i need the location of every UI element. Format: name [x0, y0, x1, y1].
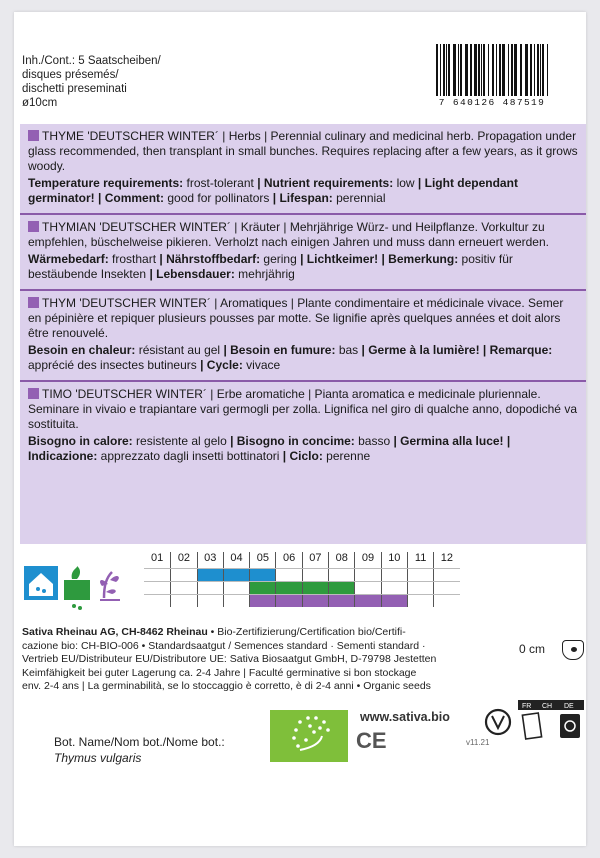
calendar-cell: [197, 569, 223, 581]
calendar-cell: [170, 595, 196, 607]
field-label: | Germina alla luce! | Indicazione:: [28, 434, 511, 463]
company-name: Sativa Rheinau AG, CH-8462 Rheinau: [22, 626, 208, 638]
barcode-bar: [520, 44, 522, 96]
calendar-cell: [144, 569, 170, 581]
calendar-cell: [407, 582, 433, 594]
company-line: env. 2-4 ans | La germinabilità, se lo stoccaggio è corretto, è di 2-4 anni • Organic seeds: [22, 680, 431, 692]
eu-star: [304, 738, 308, 742]
calendar-cell: [433, 582, 459, 594]
botanical-name: Thymus vulgaris: [54, 751, 142, 765]
cultivation-icons: [22, 564, 142, 620]
contents-line: dischetti preseminati: [22, 83, 127, 95]
description-panel: [20, 124, 586, 544]
calendar-row-planting-out: [144, 581, 460, 594]
eu-star: [322, 720, 326, 724]
seed-depth-icon: [562, 640, 584, 660]
contents-line: disques présemés/: [22, 69, 119, 81]
greenhouse-sowing-icon: [24, 566, 58, 600]
calendar-cell: [275, 569, 301, 581]
field-value: resistente al gelo: [132, 434, 231, 448]
calendar-months: [144, 552, 460, 568]
calendar-cell: [144, 595, 170, 607]
calendar-cell: [302, 582, 328, 594]
eu-star: [306, 716, 310, 720]
eu-star: [326, 728, 330, 732]
field-label: | Lifespan:: [272, 191, 333, 205]
field-label: | Bisogno in concime:: [230, 434, 355, 448]
eu-star: [292, 736, 296, 740]
calendar-month-label: 12: [433, 552, 459, 568]
calendar-cell: [275, 595, 301, 607]
field-label: | Nährstoffbedarf:: [159, 252, 261, 266]
section-intro: THYM 'DEUTSCHER WINTER´ | Aromatiques | Plante condimentaire et médicinale vivace. Semer en pépinière et repiquer plusieurs pousses par motte. Se lignifie après quelques années et doit alors être renouvelé.: [28, 296, 564, 340]
harvest-plant-icon: [100, 572, 120, 600]
field-label: Besoin en chaleur:: [28, 343, 136, 357]
company-line: cazione bio: CH-BIO-006 • Standardsaatgut / Semences standard · Sementi standard ·: [22, 639, 426, 652]
company-line: [22, 626, 582, 640]
website-link[interactable]: www.sativa.bio: [360, 710, 450, 724]
calendar-cell: [407, 569, 433, 581]
calendar-month-label: 10: [381, 552, 407, 568]
certification-text: • Bio-Zertifizierung/Certification bio/Certifi-: [207, 626, 406, 638]
field-value: frost-tolerant: [183, 176, 258, 190]
calendar-cell: [144, 582, 170, 594]
eu-star: [298, 720, 302, 724]
field-label: | Ciclo:: [282, 449, 323, 463]
purple-square-icon: [28, 297, 39, 308]
barcode-bar: [530, 44, 532, 96]
barcode-bar: [492, 44, 494, 96]
calendar-month-label: 05: [249, 552, 275, 568]
calendar-cell: [302, 595, 328, 607]
recycle-label-fr: FR: [522, 703, 532, 710]
field-label: Bisogno in calore:: [28, 434, 133, 448]
seed-packet-back: [14, 12, 586, 846]
field-value: bas: [335, 343, 362, 357]
purple-square-icon: [28, 388, 39, 399]
barcode-bar: [540, 44, 541, 96]
field-label: | Germe à la lumière! | Remarque:: [361, 343, 553, 357]
calendar-cell: [354, 569, 380, 581]
barcode-bar: [453, 44, 456, 96]
calendar-month-label: 01: [151, 552, 164, 564]
barcode: [432, 44, 552, 108]
field-value: basso: [354, 434, 394, 448]
calendar-cell: [433, 595, 459, 607]
barcode-bar: [525, 44, 528, 96]
calendar-cell: [249, 595, 275, 607]
purple-square-icon: [28, 130, 39, 141]
calendar-month-label: 04: [223, 552, 249, 568]
barcode-bar: [481, 44, 482, 96]
eu-leaf-stars-icon: [270, 710, 348, 762]
calendar-cell: [170, 569, 196, 581]
calendar-cell: [223, 582, 249, 594]
field-label: | Besoin en fumure:: [223, 343, 336, 357]
calendar-cell: [381, 582, 407, 594]
contents-info: [22, 54, 222, 110]
barcode-bar: [488, 44, 489, 96]
field-value: gering: [260, 252, 301, 266]
field-value: low: [393, 176, 418, 190]
calendar-month-label: 03: [197, 552, 223, 568]
section-intro: TIMO 'DEUTSCHER WINTER´ | Erbe aromatiche | Pianta aromatica e medicinale pluriennale. Seminare in vivaio e trapiantare vari germogli per zolla. Lignifica nel giro di qualche anno, dopodiché va sostituita.: [28, 387, 577, 431]
recycle-arrows-icon: [486, 710, 510, 734]
ce-mark: CE: [356, 728, 387, 753]
barcode-bar: [496, 44, 497, 96]
calendar-grid: [144, 568, 460, 607]
calendar-cell: [328, 569, 354, 581]
barcode-bar: [436, 44, 438, 96]
calendar-month-label: 06: [275, 552, 301, 568]
barcode-bar: [465, 44, 468, 96]
section-german: [20, 215, 586, 291]
barcode-bar: [440, 44, 441, 96]
barcode-bar: [499, 44, 501, 96]
calendar-cell: [197, 582, 223, 594]
barcode-bars: [432, 44, 552, 96]
barcode-bar: [460, 44, 462, 96]
field-value: frosthart: [108, 252, 160, 266]
contents-line: ø10cm: [22, 97, 58, 109]
barcode-bar: [547, 44, 548, 96]
barcode-bar: [514, 44, 517, 96]
calendar-month-label: 08: [328, 552, 354, 568]
barcode-bar: [458, 44, 459, 96]
field-value: mehrjährig: [234, 267, 295, 281]
eu-star: [318, 726, 322, 730]
barcode-bar: [508, 44, 509, 96]
company-line: Keimfähigkeit bei guter Lagerung ca. 2-4 Jahre | Faculté germinative si bon stockage: [22, 666, 417, 679]
eu-star: [312, 730, 316, 734]
barcode-bar: [470, 44, 472, 96]
eu-star: [308, 724, 312, 728]
barcode-bar: [537, 44, 539, 96]
field-label: | Lichtkeimer! | Bemerkung:: [300, 252, 459, 266]
recycle-label-de: DE: [564, 703, 574, 710]
eu-star: [294, 728, 298, 732]
field-value: perenne: [322, 449, 371, 463]
calendar-cell: [407, 595, 433, 607]
barcode-bar: [483, 44, 485, 96]
recycle-label-ch: CH: [542, 703, 553, 710]
calendar-cell: [354, 582, 380, 594]
field-value: good for pollinators: [164, 191, 273, 205]
calendar-cell: [381, 595, 407, 607]
calendar-month-label: 11: [407, 552, 433, 568]
calendar-month-label: 02: [170, 552, 196, 568]
calendar-month-label: 09: [354, 552, 380, 568]
sowing-depth: 0 cm: [519, 642, 546, 656]
botanical-name-block: [54, 734, 225, 766]
barcode-bar: [511, 44, 513, 96]
eu-star: [296, 744, 300, 748]
section-english: [20, 124, 586, 215]
paper-bin-label-icon: [518, 700, 584, 739]
calendar-month-label: 07: [302, 552, 328, 568]
barcode-bar: [534, 44, 535, 96]
calendar-cell: [249, 569, 275, 581]
section-intro: THYME 'DEUTSCHER WINTER´ | Herbs | Perennial culinary and medicinal herb. Propagation under glass recommended, then transplant in small bunches. Requires replacing after a few years, as it grows woody.: [28, 129, 578, 173]
calendar-cell: [249, 582, 275, 594]
barcode-bar: [502, 44, 505, 96]
field-value: vivace: [242, 358, 281, 372]
calendar-row-harvest: [144, 594, 460, 607]
calendar-cell: [197, 595, 223, 607]
field-value: apprécié des insectes butineurs: [28, 358, 201, 372]
eu-organic-logo: [270, 710, 348, 762]
calendar-cell: [302, 569, 328, 581]
calendar-cell: [381, 569, 407, 581]
calendar-row-sowing-indoor: [144, 568, 460, 581]
field-value: résistant au gel: [135, 343, 224, 357]
barcode-bar: [478, 44, 480, 96]
field-value: positiv für bestäubende Insekten: [28, 252, 513, 281]
field-label: | Nutrient requirements:: [257, 176, 394, 190]
field-label: | Cycle:: [200, 358, 243, 372]
field-value: perennial: [332, 191, 386, 205]
field-label: | Light dependant germinator! | Comment:: [28, 176, 518, 205]
seed-dot: [571, 647, 577, 652]
calendar-cell: [433, 569, 459, 581]
barcode-number: 7 640126 487519: [438, 97, 546, 108]
company-info: [22, 626, 582, 694]
section-intro: THYMIAN 'DEUTSCHER WINTER´ | Kräuter | Mehrjährige Würz- und Heilpflanze. Vorkultur zu empfehlen, büschelweise pikieren. Verholzt nach einigen Jahren und muss dann erneuert werden.: [28, 220, 549, 249]
barcode-bar: [474, 44, 477, 96]
barcode-bar: [448, 44, 450, 96]
recycling-info: [484, 698, 584, 748]
eu-star: [314, 716, 318, 720]
company-line: Vertrieb EU/Distributeur EU/Distributore UE: Sativa Biosaatgut GmbH, D-79798 Jestetten: [22, 653, 437, 665]
calendar-cell: [223, 595, 249, 607]
barcode-bar: [443, 44, 445, 96]
barcode-bar: [446, 44, 447, 96]
transplant-icon: [64, 566, 90, 610]
calendar-cell: [354, 595, 380, 607]
purple-square-icon: [28, 221, 39, 232]
field-label: Temperature requirements:: [28, 176, 184, 190]
calendar-cell: [223, 569, 249, 581]
section-french: [20, 291, 586, 382]
field-label: Wärmebedarf:: [28, 252, 109, 266]
field-label: | Lebensdauer:: [149, 267, 235, 281]
recycling-icons: [484, 698, 584, 748]
sowing-calendar: [144, 552, 460, 622]
calendar-cell: [170, 582, 196, 594]
version-code: v11.21: [466, 738, 490, 747]
calendar-cell: [275, 582, 301, 594]
calendar-cell: [328, 582, 354, 594]
cultivation-icons-svg: [22, 564, 142, 620]
contents-line: Inh./Cont.: 5 Saatscheiben/: [22, 55, 161, 67]
barcode-bar: [542, 44, 544, 96]
section-italian: [20, 382, 586, 471]
calendar-cell: [328, 595, 354, 607]
botanical-label: Bot. Name/Nom bot./Nome bot.:: [54, 735, 225, 749]
field-value: apprezzato dagli insetti bottinatori: [97, 449, 283, 463]
